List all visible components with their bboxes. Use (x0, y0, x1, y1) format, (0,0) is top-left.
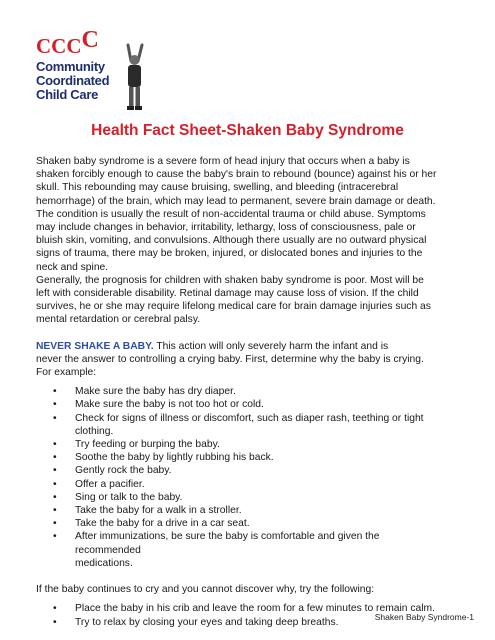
intro-line: Shaken baby syndrome is a severe form of head injury that occurs when a baby is (36, 156, 410, 167)
tips-list (36, 385, 466, 570)
list-item (36, 385, 466, 398)
intro-line: left with considerable disability. Retinal damage may cause loss of vision. If the child (36, 288, 419, 300)
list-item-text: clothing. (75, 425, 114, 437)
list-item-text: Place the baby in his crib and leave the room for a few minutes to remain calm. (75, 603, 435, 615)
logo-name-line: Coordinated (36, 73, 110, 88)
intro-line: The condition is usually the result of non-accidental trauma or child abuse. Symptoms (36, 208, 426, 220)
list-item-text: Try feeding or burping the baby. (75, 439, 220, 451)
logo-name-line: Child Care (36, 87, 99, 102)
list-item (36, 398, 466, 411)
intro-line: bluish skin, vomiting, and convulsions. Although there usually are no outward physical (36, 235, 427, 247)
list-item (36, 504, 466, 517)
logo-initial: C (36, 34, 52, 58)
warning-line (36, 340, 466, 353)
bullet-icon: • (53, 386, 57, 398)
bullet-icon: • (53, 452, 57, 464)
warning-text: This action will only severely harm the infant and is (153, 340, 389, 352)
list-item-text: Check for signs of illness or discomfort, such as diaper rash, teething or tight (75, 412, 424, 424)
logo-name-line: Community (36, 59, 105, 74)
logo-name (36, 60, 109, 102)
list-item (36, 438, 466, 451)
warning-line: For example: (36, 367, 97, 379)
logo (34, 27, 154, 113)
bullet-icon: • (53, 518, 57, 530)
warning-line: never the answer to controlling a crying baby. First, determine why the baby is crying. (36, 353, 424, 365)
intro-line: skull. This rebounding may cause bruising, swelling, and bleeding (intracerebral (36, 182, 399, 194)
list-item (36, 412, 466, 438)
child-figure-icon (120, 41, 148, 113)
intro-line: signs of trauma, there may be broken, injured, or dislocated bones and injuries to the (36, 248, 423, 260)
list-item (36, 464, 466, 477)
bullet-icon: • (53, 399, 57, 411)
intro-line: Generally, the prognosis for children with shaken baby syndrome is poor. Most will be (36, 274, 424, 286)
intro-line: may include changes in behavior, irritability, lethargy, loss of consciousness, pale or (36, 222, 416, 234)
page-title: Health Fact Sheet-Shaken Baby Syndrome (91, 122, 404, 139)
list-item-text: Sing or talk to the baby. (75, 491, 183, 503)
continue-text: If the baby continues to cry and you cannot discover why, try the following: (36, 584, 375, 596)
bullet-icon: • (53, 439, 57, 451)
logo-initial: C (66, 34, 82, 58)
list-item (36, 451, 466, 464)
bullet-icon: • (53, 465, 57, 477)
bullet-icon: • (53, 478, 57, 490)
list-item (36, 478, 466, 491)
intro-line: survives, he or she may require lifelong medical care for brain damage injuries such as (36, 301, 431, 313)
document-body (36, 155, 466, 629)
bullet-icon: • (53, 531, 57, 543)
bullet-icon: • (53, 616, 57, 628)
list-item-text: medications. (75, 557, 133, 569)
list-item-text: Take the baby for a drive in a car seat. (75, 518, 250, 530)
list-item-text: recommended (75, 544, 141, 556)
logo-initial: C (51, 34, 67, 58)
list-item-text: Take the baby for a walk in a stroller. (75, 505, 242, 517)
intro-line: shaken forcibly enough to cause the baby's brain to rebound (bounce) against his or her (36, 169, 437, 181)
bullet-icon: • (53, 491, 57, 503)
list-item (36, 491, 466, 504)
bullet-icon: • (53, 603, 57, 615)
bullet-icon: • (53, 412, 57, 424)
bullet-icon: • (53, 505, 57, 517)
intro-line: mental retardation or cerebral palsy. (36, 314, 201, 326)
intro-line: neck and spine. (36, 261, 109, 273)
intro-paragraph (36, 155, 466, 327)
intro-line: hemorrhage) of the brain, which may lead to permanent, severe brain damage or death. (36, 195, 436, 207)
list-item-text: Make sure the baby is not too hot or cold. (75, 399, 264, 411)
logo-initial: C (81, 27, 99, 53)
list-item-text: Try to relax by closing your eyes and taking deep breaths. (75, 616, 339, 628)
list-item-text: Make sure the baby has dry diaper. (75, 386, 236, 398)
logo-initials (36, 27, 99, 60)
list-item-text: After immunizations, be sure the baby is comfortable and given the (75, 531, 380, 543)
list-item-text: Offer a pacifier. (75, 478, 145, 490)
list-item (36, 530, 466, 570)
list-item-text: Gently rock the baby. (75, 465, 172, 477)
list-item-text: Soothe the baby by lightly rubbing his back. (75, 452, 274, 464)
list-item (36, 517, 466, 530)
page-footer: Shaken Baby Syndrome-1 (374, 612, 474, 622)
warning-paragraph (36, 340, 466, 380)
warning-label: NEVER SHAKE A BABY. (36, 340, 154, 352)
